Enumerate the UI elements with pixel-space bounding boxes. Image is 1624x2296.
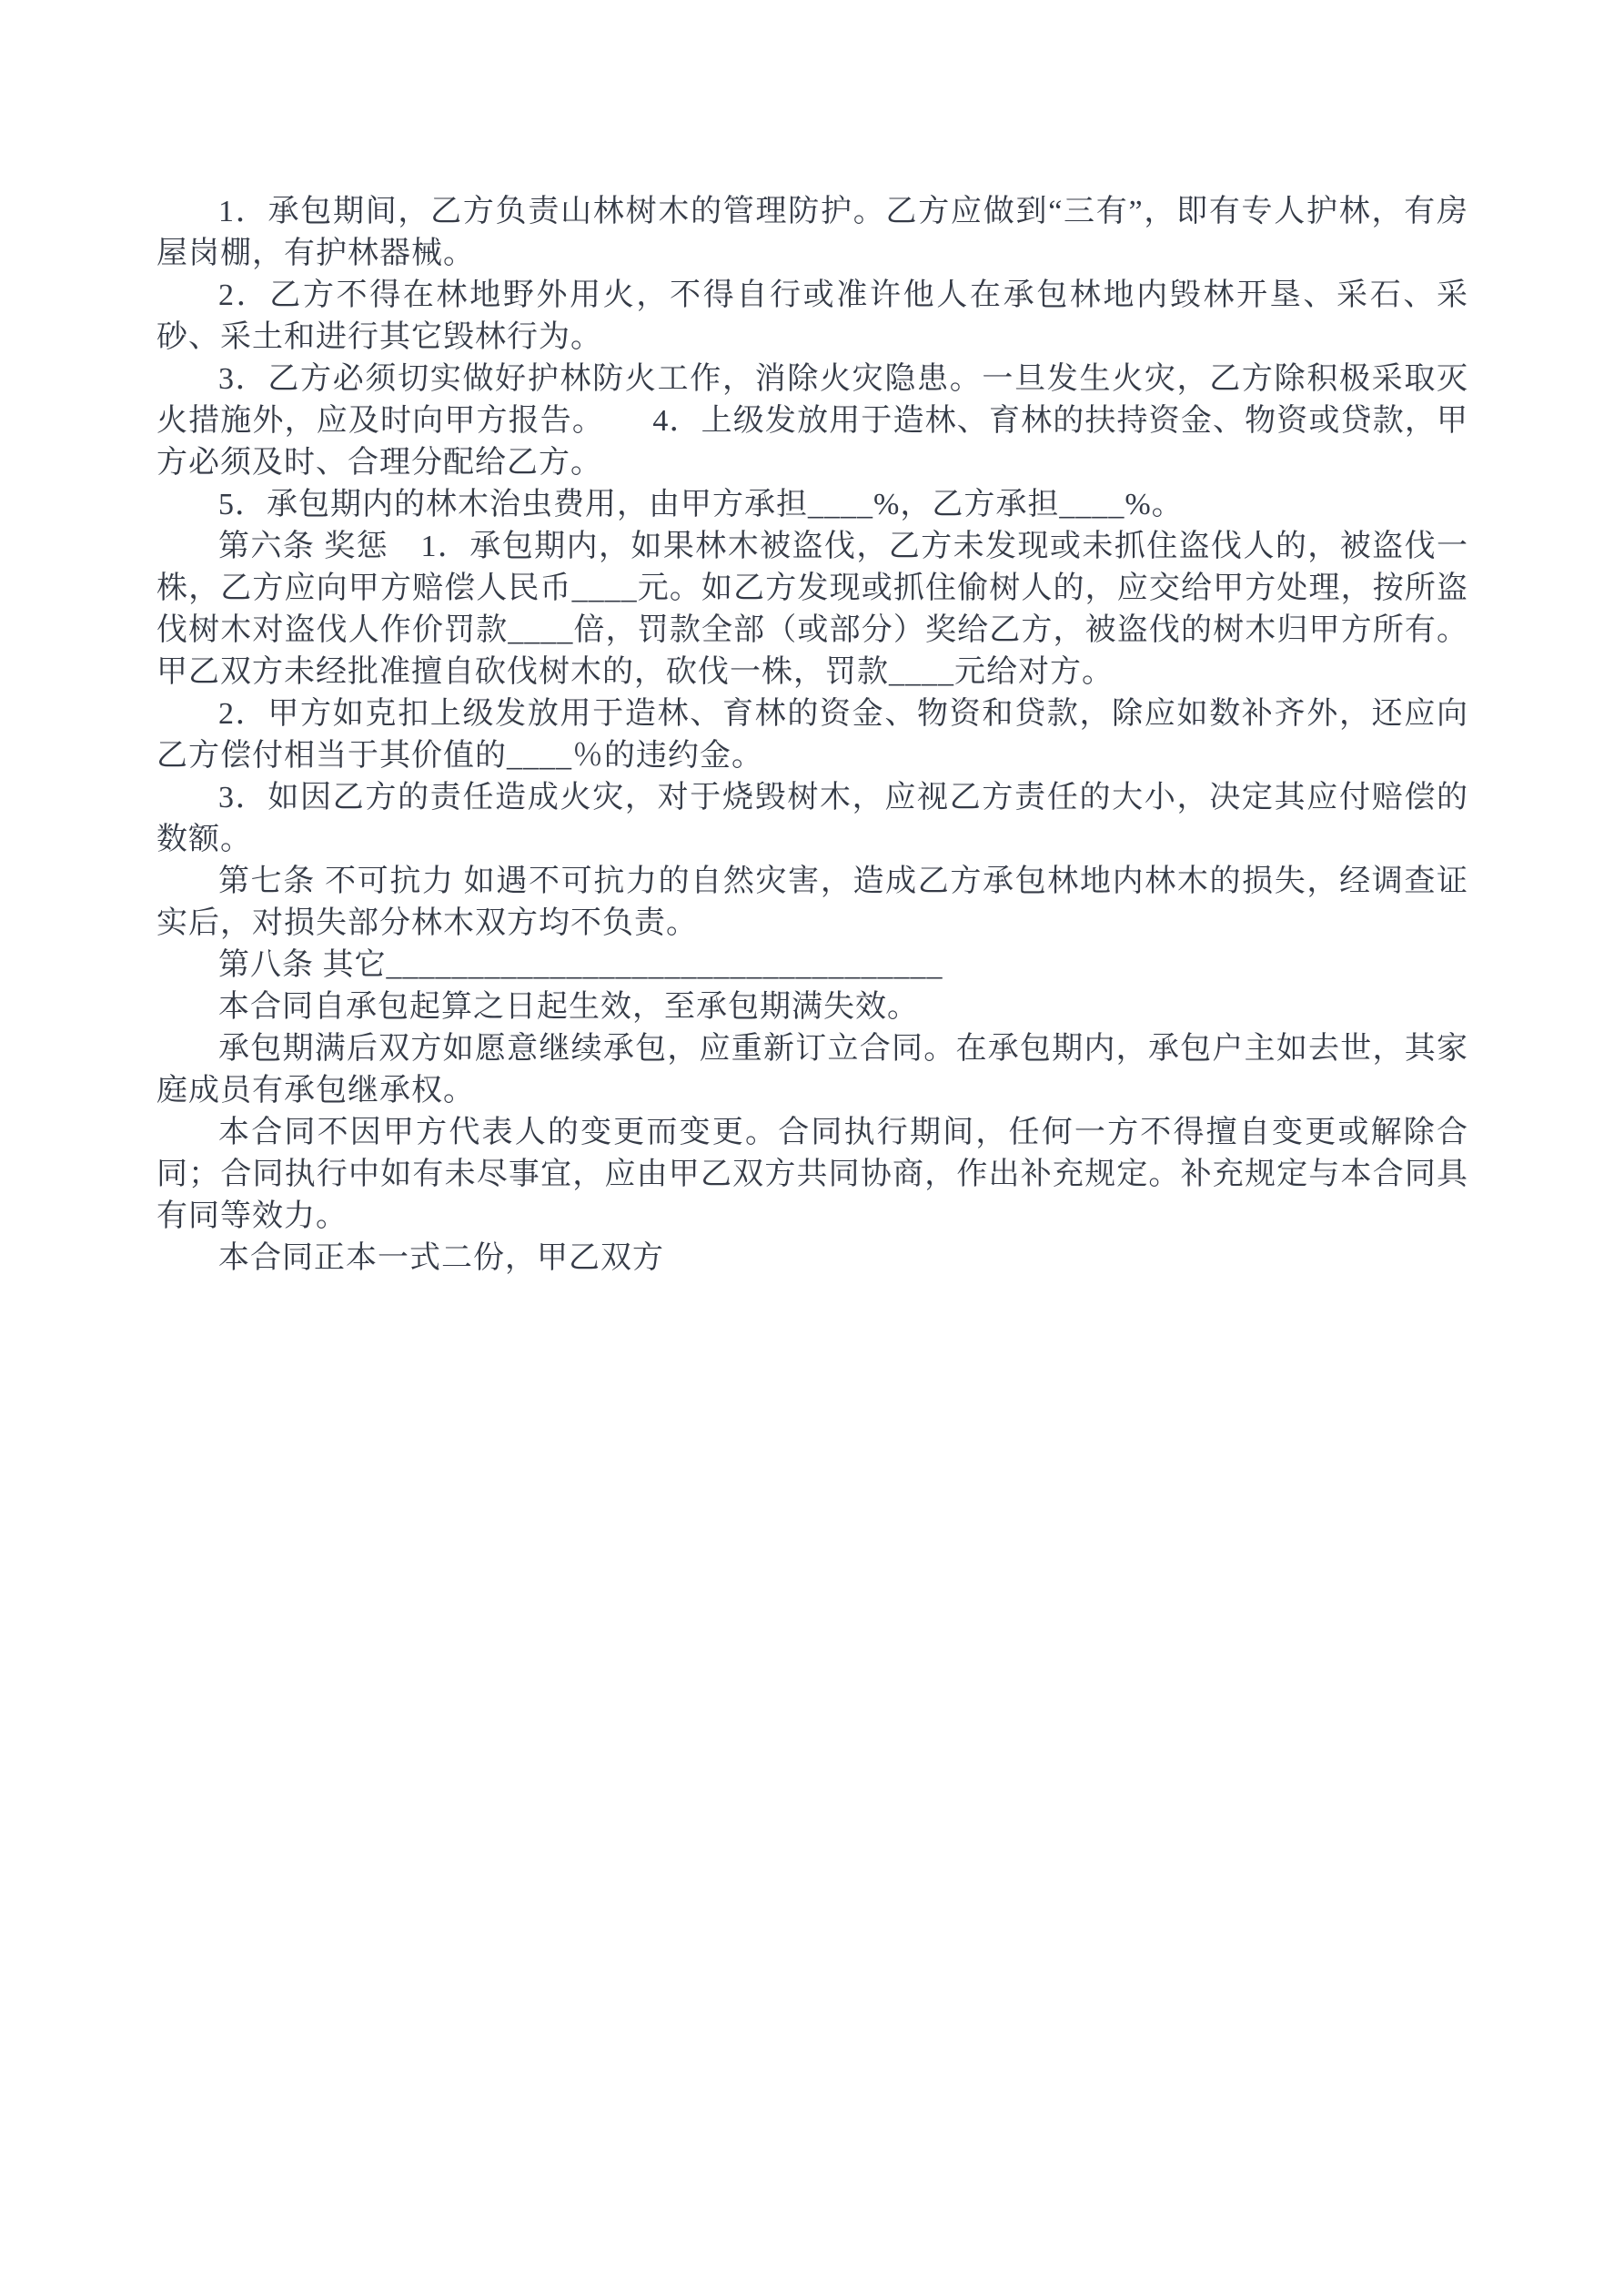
paragraph-clause-3-4: 3．乙方必须切实做好护林防火工作，消除火灾隐患。一旦发生火灾，乙方除积极采取灭火措施外，应及时向甲方报告。 4．上级发放用于造林、育林的扶持资金、物资或贷款，甲方必须及时、合理分配给乙方。 [156,362,1468,480]
paragraph-article-6: 第六条 奖惩 1．承包期内，如果林木被盗伐，乙方未发现或未抓住盗伐人的，被盗伐一株，乙方应向甲方赔偿人民币____元。如乙方发现或抓住偷树人的，应交给甲方处理，按所盗伐树木对盗伐人作价罚款____倍，罚款全部（或部分）奖给乙方，被盗伐的树木归甲方所有。甲乙双方未经批准擅自砍伐树木的，砍伐一株，罚款____元给对方。 [156,530,1468,689]
paragraph-article-6-item-3: 3．如因乙方的责任造成火灾，对于烧毁树木，应视乙方责任的大小，决定其应付赔偿的数额。 [156,781,1468,856]
paragraph-amendment: 本合同不因甲方代表人的变更而变更。合同执行期间，任何一方不得擅自变更或解除合同；合同执行中如有未尽事宜，应由甲乙双方共同协商，作出补充规定。补充规定与本合同具有同等效力。 [156,1116,1468,1233]
paragraph-article-6-item-2: 2．甲方如克扣上级发放用于造林、育林的资金、物资和贷款，除应如数补齐外，还应向乙方偿付相当于其价值的____％的违约金。 [156,697,1468,773]
paragraph-copies: 本合同正本一式二份，甲乙双方 [218,1241,664,1275]
paragraph-article-8-blank: 第八条 其它__________________________________ [218,948,943,982]
paragraph-clause-2: 2．乙方不得在林地野外用火，不得自行或准许他人在承包林地内毁林开垦、采石、采砂、采土和进行其它毁林行为。 [156,278,1468,354]
paragraph-article-7: 第七条 不可抗力 如遇不可抗力的自然灾害，造成乙方承包林地内林木的损失，经调查证实后，对损失部分林木双方均不负责。 [156,865,1468,940]
paragraph-effective-date: 本合同自承包起算之日起生效，至承包期满失效。 [218,990,919,1024]
paragraph-renewal-inheritance: 承包期满后双方如愿意继续承包，应重新订立合同。在承包期内，承包户主如去世，其家庭成员有承包继承权。 [156,1032,1468,1108]
paragraph-clause-1: 1．承包期间，乙方负责山林树木的管理防护。乙方应做到“三有”，即有专人护林，有房屋岗棚，有护林器械。 [156,195,1468,270]
document-body [156,191,1468,1279]
paragraph-clause-5: 5．承包期内的林木治虫费用，由甲方承担____%，乙方承担____%。 [218,488,1184,521]
